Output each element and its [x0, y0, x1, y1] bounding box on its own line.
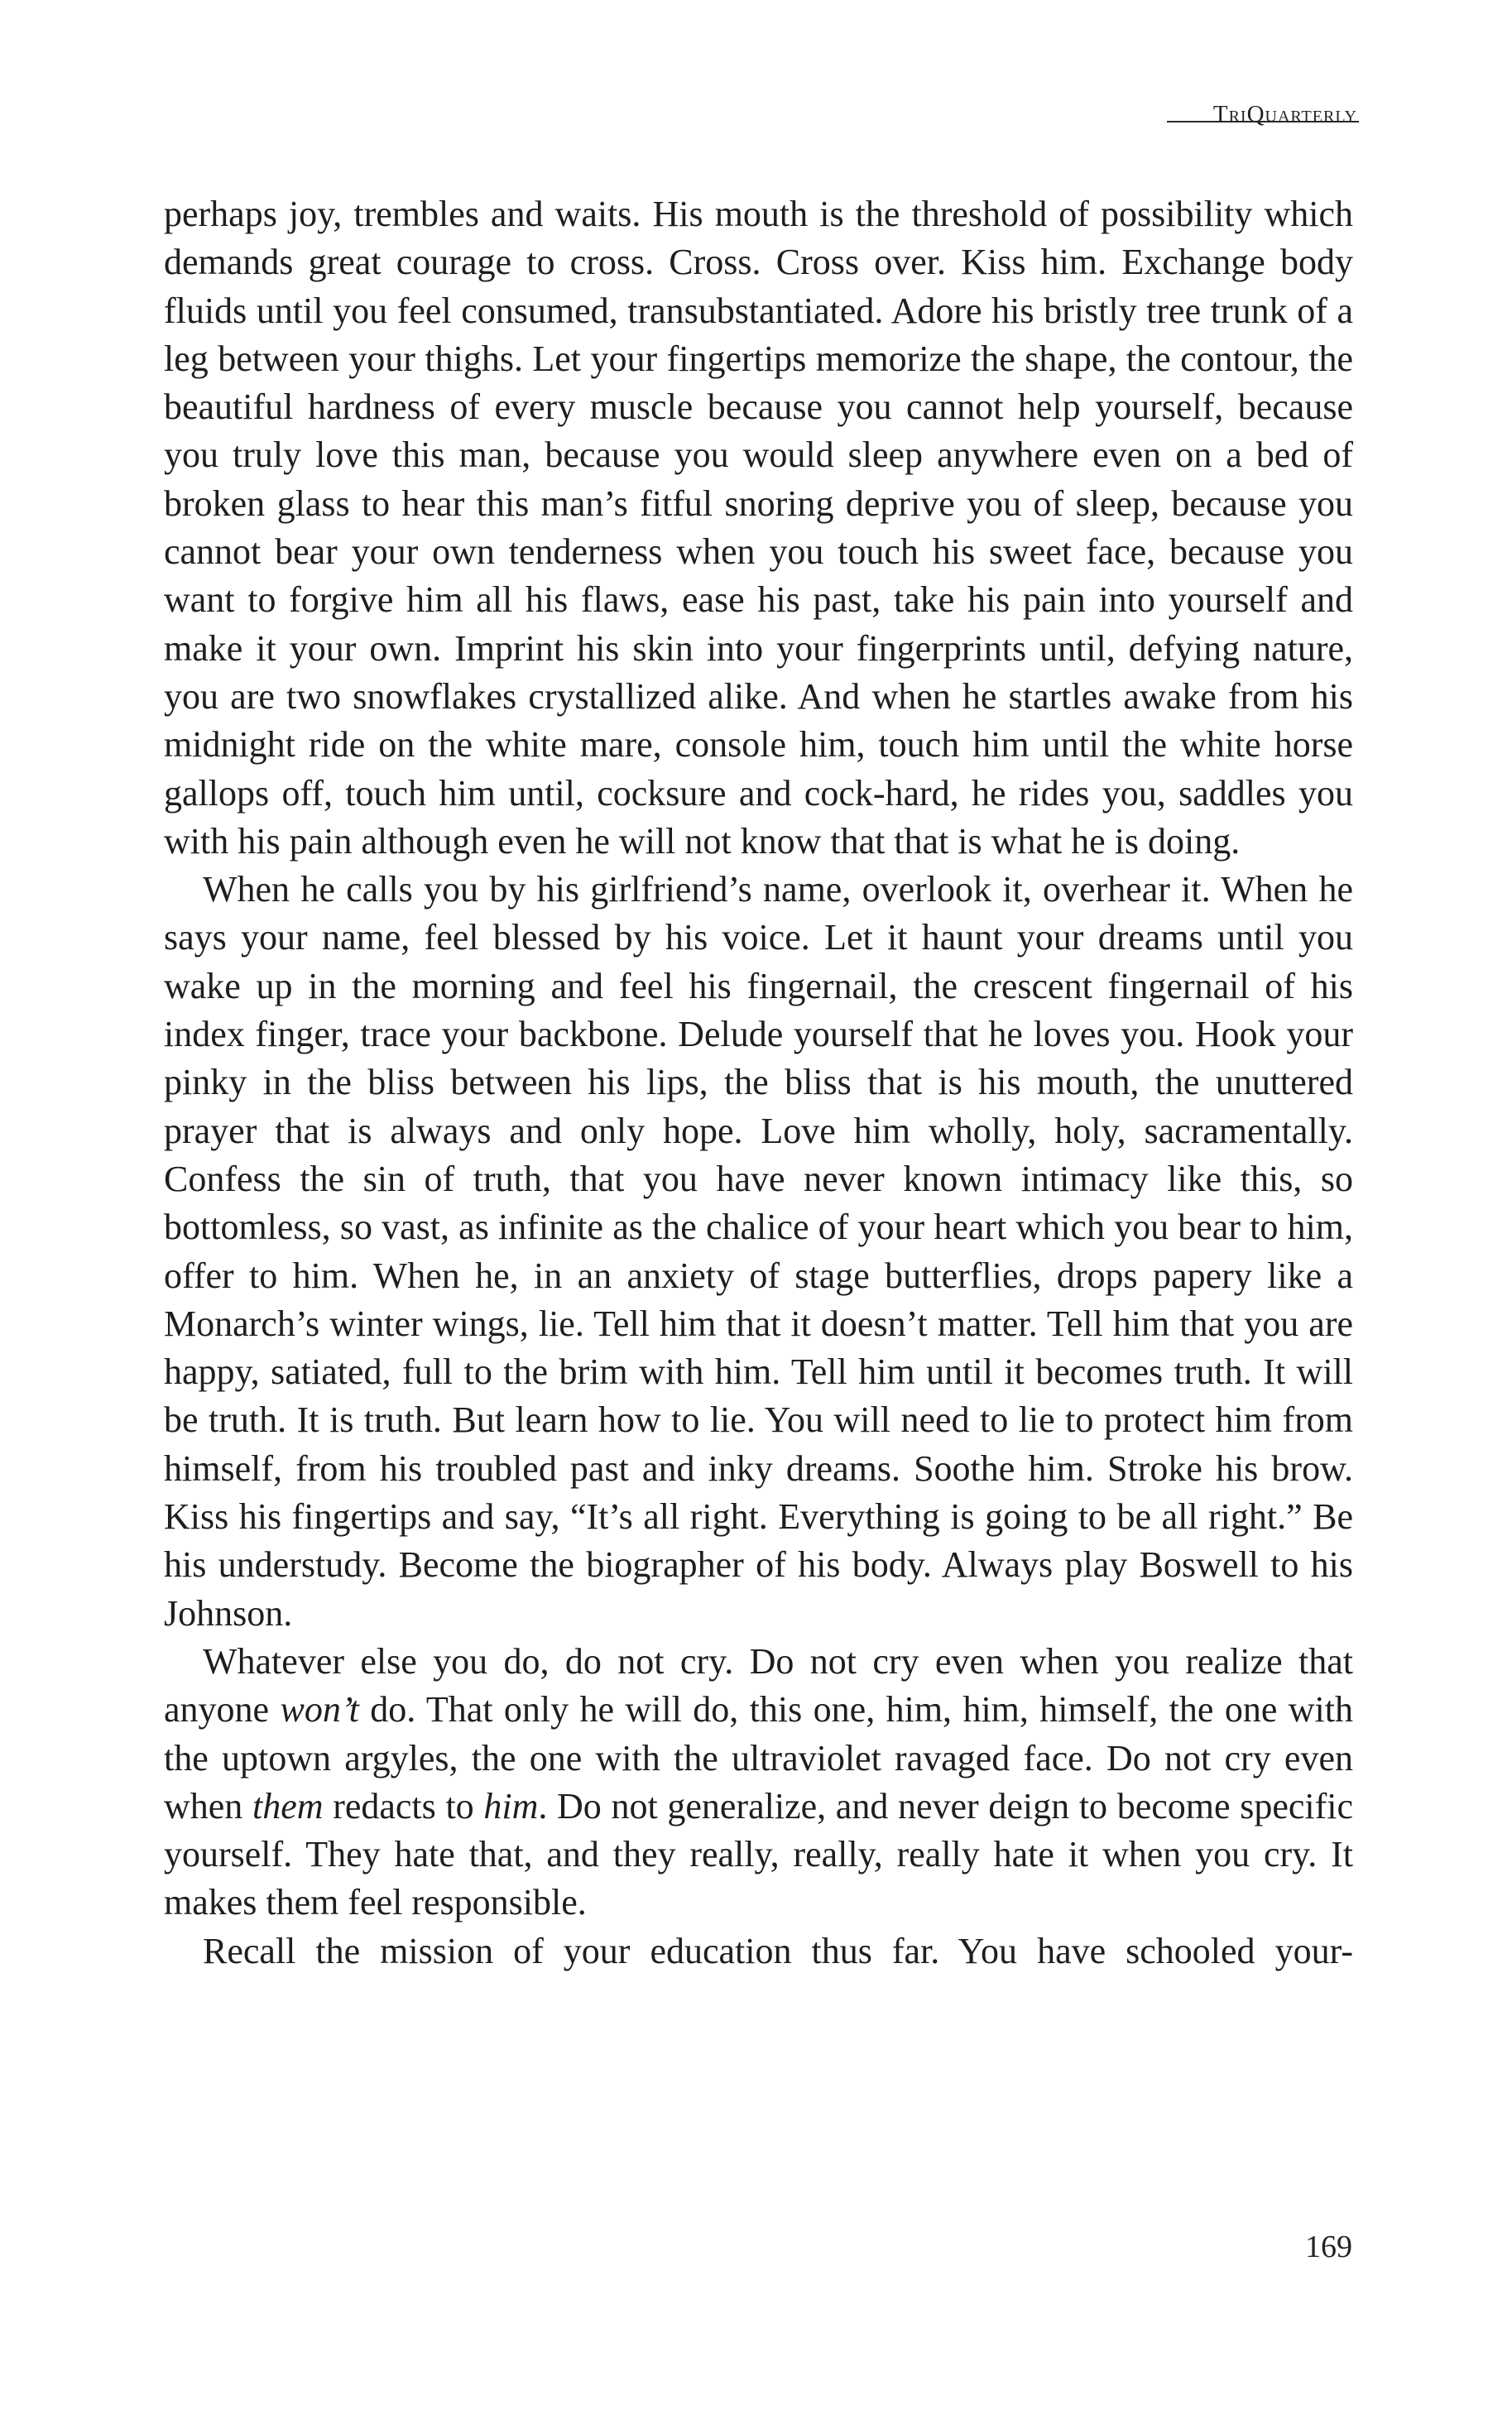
paragraph-4: Recall the mission of your education thus far. You have schooled your-	[203, 1930, 1353, 1971]
paragraph-3-text-b: do. That only he will do, this one, him, him, himself, the one with the uptown argyles, the one with the ultraviolet ravaged face. Do not cry even when	[164, 1689, 1353, 1827]
emphasis-them: them	[252, 1785, 324, 1827]
paragraph-3-text-d: . Do not generalize, and never deign to become specific yourself. They hate that, and they really, really, really hate it when you cry. It makes them feel responsible.	[164, 1785, 1354, 1923]
running-head: TriQuarterly	[1212, 101, 1357, 127]
paragraph-2: When he calls you by his girlfriend’s name, overlook it, overhear it. When he says your name, feel blessed by his voice. Let it haunt your dreams until you wake up in the morning and feel his fingernail, the crescent fingernail of his index finger, trace your backbone. Delude yourself that he loves you. Hook your pinky in the bliss between his lips, the bliss that is his mouth, the unuttered prayer that is always and only hope. Love him wholly, holy, sacramentally. Confess the sin of truth, that you have never known intimacy like this, so bottomless, so vast, as infinite as the chalice of your heart which you bear to him, offer to him. When he, in an anxiety of stage butterflies, drops papery like a Monarch’s winter wings, lie. Tell him that it doesn’t matter. Tell him that you are happy, satiated, full to the brim with him. Tell him until it becomes truth. It will be truth. It is truth. But learn how to lie. You will need to lie to protect him from himself, from his troubled past and inky dreams. Soothe him. Stroke his brow. Kiss his fingertips and say, “It’s all right. Everything is going to be all right.” Be his understudy. Become the biographer of his body. Always play Boswell to his Johnson.	[164, 869, 1353, 1634]
paragraph-3-text-a: Whatever else you do, do not cry. Do not cry even when you realize that anyone	[164, 1640, 1353, 1731]
body-text	[164, 190, 1353, 1975]
page-number: 169	[1305, 2230, 1352, 2264]
paragraph-1: perhaps joy, trembles and waits. His mouth is the threshold of possibility which demands great courage to cross. Cross. Cross over. Kiss him. Exchange body fluids until you feel consumed, transubstantiated. Adore his bristly tree trunk of a leg between your thighs. Let your fingertips memorize the shape, the contour, the beautiful hardness of every muscle because you cannot help yourself, because you truly love this man, because you would sleep anywhere even on a bed of broken glass to hear this man’s fitful snoring deprive you of sleep, because you cannot bear your own tenderness when you touch his sweet face, because you want to forgive him all his flaws, ease his past, take his pain into yourself and make it your own. Imprint his skin into your fingerprints until, defying nature, you are two snowflakes crystallized alike. And when he startles awake from his midnight ride on the white mare, console him, touch him until the white horse gallops off, touch him until, cocksure and cock-hard, he rides you, saddles you with his pain although even he will not know that that is what he is doing.	[164, 194, 1353, 862]
emphasis-him: him	[483, 1785, 539, 1827]
emphasis-wont: won’t	[280, 1689, 359, 1731]
paragraph-3	[164, 1638, 1353, 1927]
paragraph-3-text-c: redacts to	[323, 1785, 484, 1827]
